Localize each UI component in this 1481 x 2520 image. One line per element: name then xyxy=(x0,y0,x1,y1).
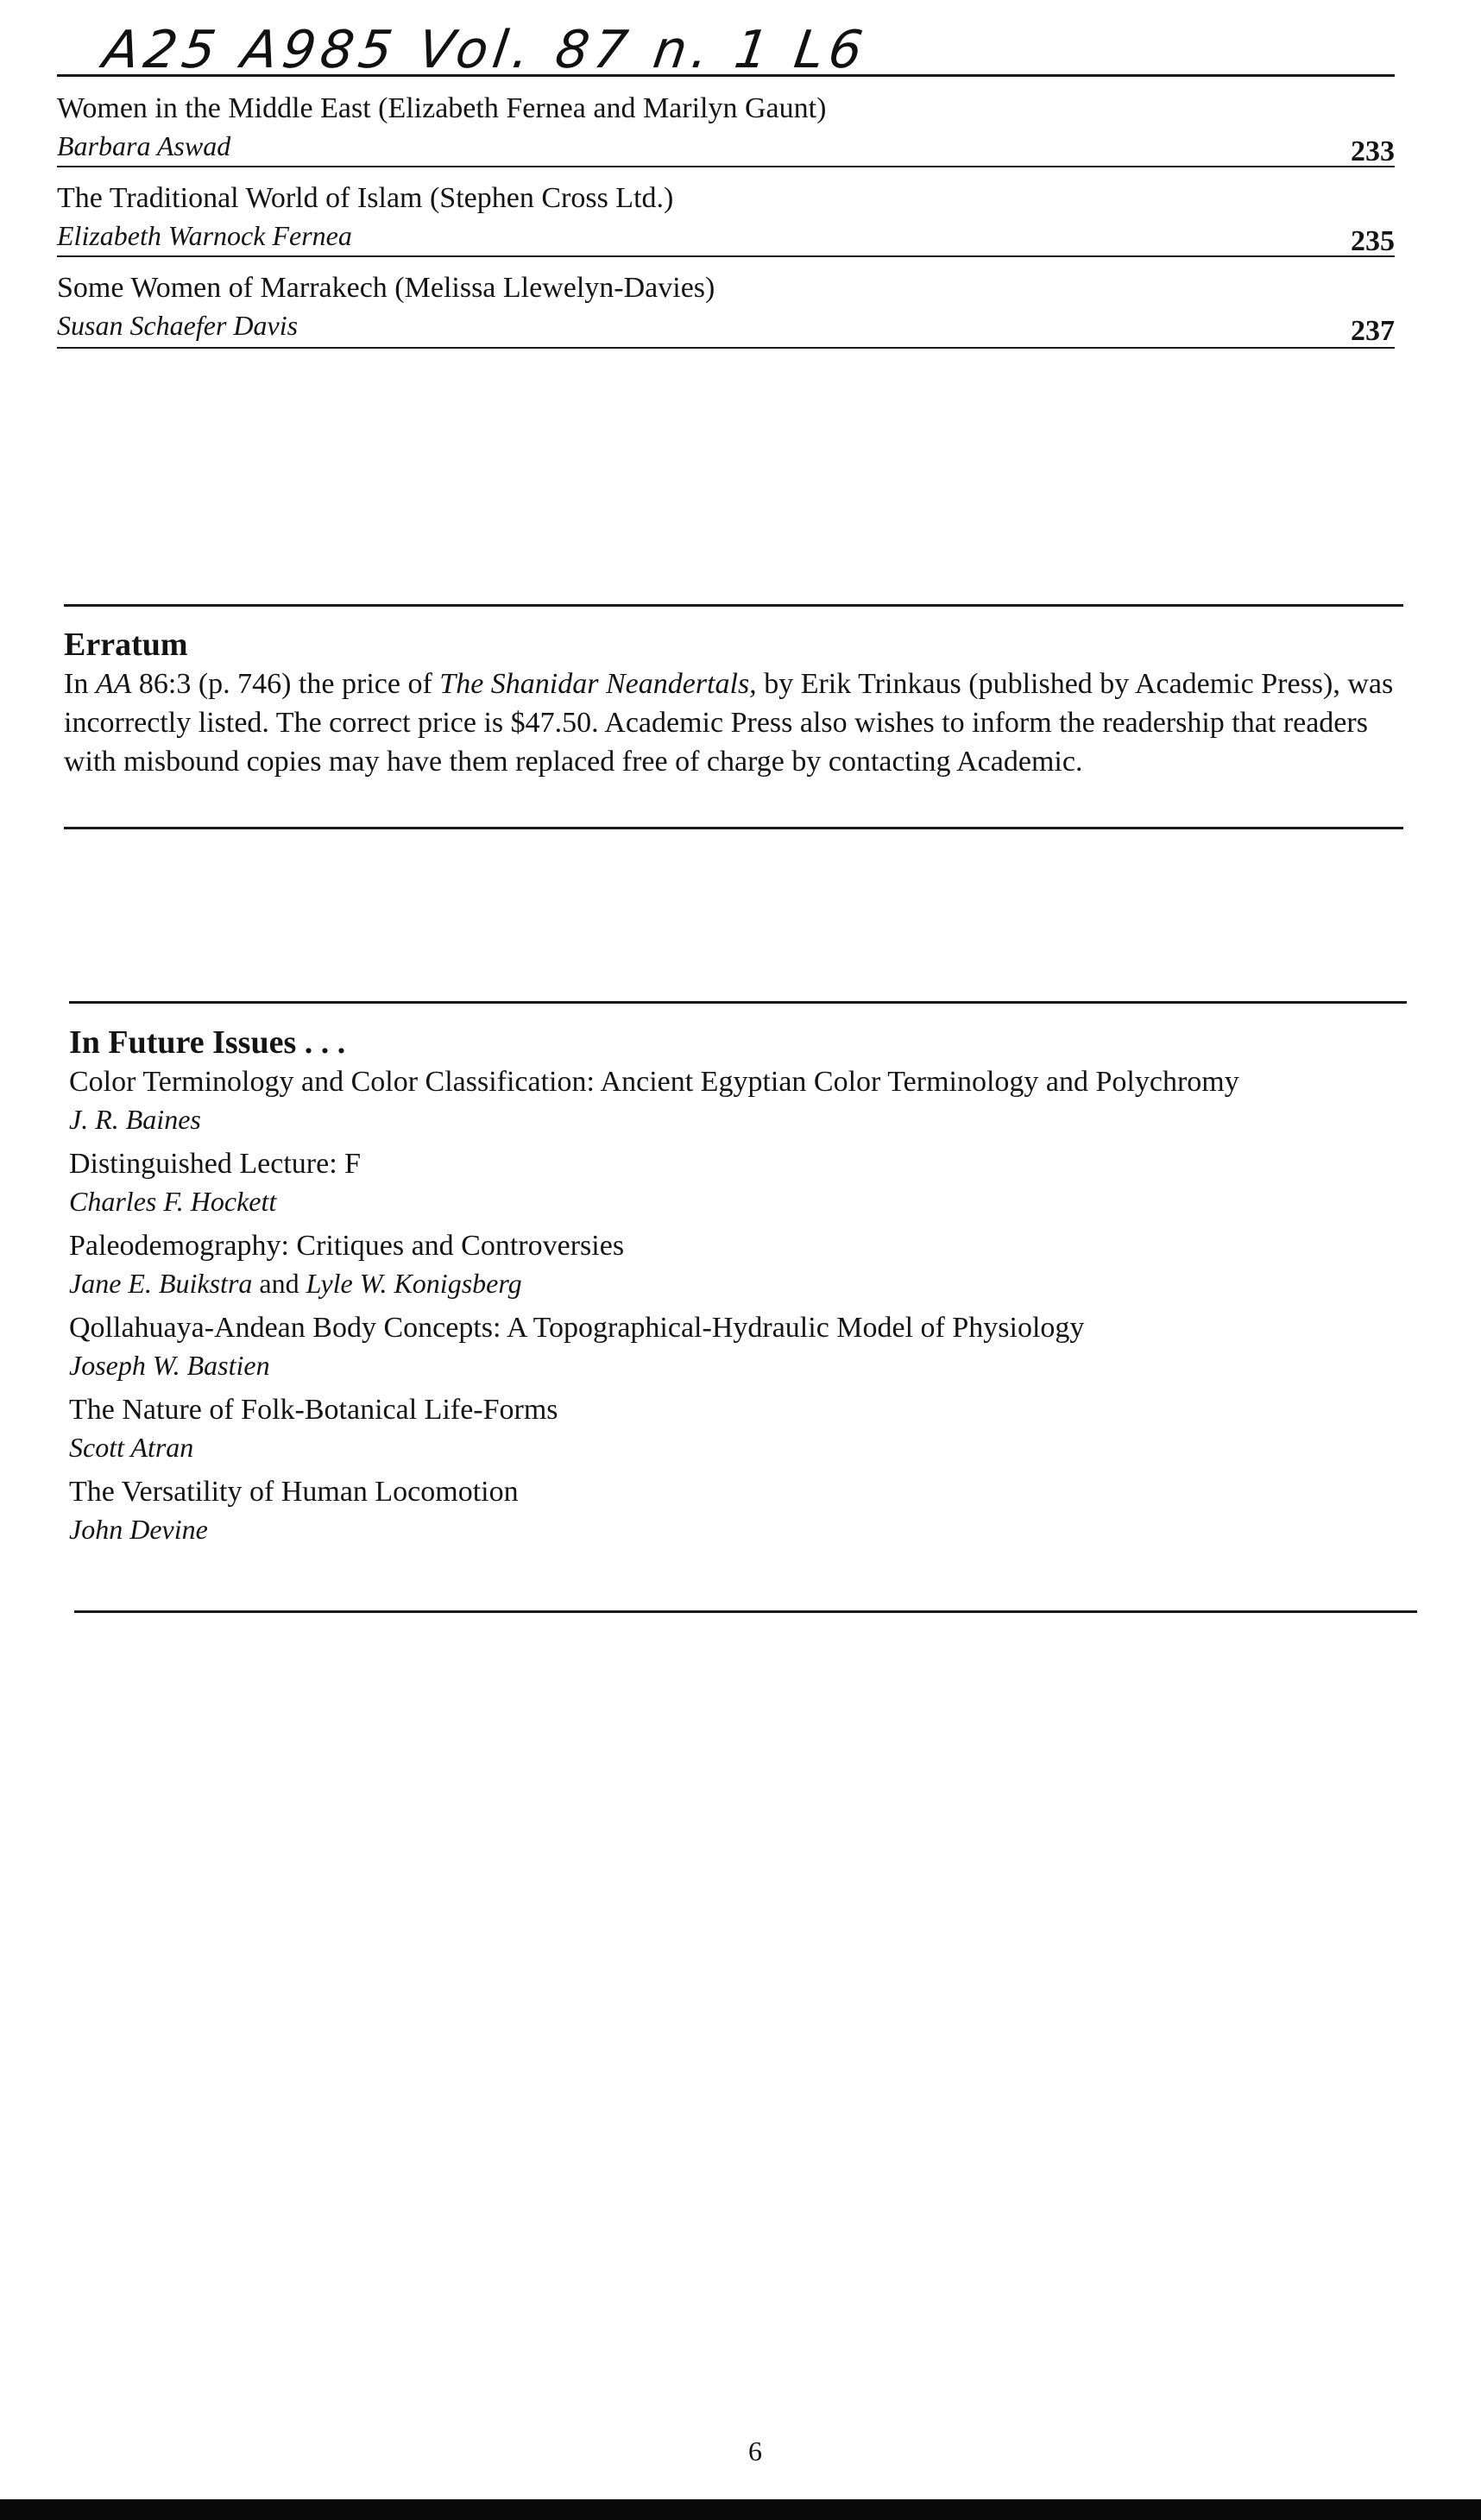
article-title: The Versatility of Human Locomotion xyxy=(69,1476,519,1508)
review-entry xyxy=(57,90,1395,167)
review-title: Some Women of Marrakech (Melissa Llewelyn-Davies) xyxy=(57,272,715,304)
review-divider xyxy=(57,347,1395,349)
erratum-top-rule xyxy=(64,604,1403,607)
top-rule xyxy=(57,74,1395,77)
handwritten-call-number: A25 A985 Vol. 87 n. 1 L6 xyxy=(99,20,872,80)
review-entry xyxy=(57,180,1395,257)
scan-edge-band xyxy=(0,2499,1481,2520)
list-item xyxy=(69,1308,1415,1383)
future-issues-top-rule xyxy=(69,1001,1407,1004)
article-author xyxy=(69,1265,1415,1301)
list-item xyxy=(69,1472,1415,1547)
list-item xyxy=(69,1390,1415,1465)
review-page-number: 237 xyxy=(1351,315,1395,347)
article-title: Color Terminology and Color Classification: Ancient Egyptian Color Terminology and Polychromy xyxy=(69,1066,1239,1098)
erratum-section xyxy=(64,625,1410,781)
list-item xyxy=(69,1226,1415,1301)
review-entry xyxy=(57,269,1395,347)
article-author: Charles F. Hockett xyxy=(69,1186,277,1217)
article-title: Qollahuaya-Andean Body Concepts: A Topographical-Hydraulic Model of Physiology xyxy=(69,1312,1085,1344)
article-author: Joseph W. Bastien xyxy=(69,1350,270,1381)
review-author: Susan Schaefer Davis xyxy=(57,310,299,341)
erratum-text-part: by Erik Trinkaus (published by Academic Press), was incorrectly listed. The correct price is $47.50. Academic Press also wishes to inform the readership that readers with misbound copies may have them replaced free of charge by contacting Academic. xyxy=(64,668,1394,778)
review-divider xyxy=(57,255,1395,257)
page-number: 6 xyxy=(748,2435,762,2466)
book-title: The Shanidar Neandertals, xyxy=(439,668,757,700)
erratum-bottom-rule xyxy=(64,827,1403,829)
review-page-number: 233 xyxy=(1351,135,1395,167)
erratum-text-part: 86:3 (p. 746) the price of xyxy=(131,668,440,700)
future-issues-bottom-rule xyxy=(74,1610,1417,1613)
review-title: Women in the Middle East (Elizabeth Fernea and Marilyn Gaunt) xyxy=(57,92,827,124)
article-title: Distinguished Lecture: F xyxy=(69,1148,362,1180)
author-name: Jane E. Buikstra xyxy=(69,1268,253,1299)
future-issues-section xyxy=(69,1023,1415,1554)
article-author: John Devine xyxy=(69,1514,208,1545)
review-divider xyxy=(57,166,1395,167)
article-author: Scott Atran xyxy=(69,1432,194,1463)
review-page-number: 235 xyxy=(1351,225,1395,257)
list-item xyxy=(69,1062,1415,1137)
article-title: The Nature of Folk-Botanical Life-Forms xyxy=(69,1394,558,1426)
article-author: J. R. Baines xyxy=(69,1104,201,1135)
erratum-text-part: In xyxy=(64,668,96,700)
list-item xyxy=(69,1144,1415,1219)
review-author: Elizabeth Warnock Fernea xyxy=(57,220,352,251)
future-issues-heading: In Future Issues . . . xyxy=(69,1024,346,1061)
author-conjunction: and xyxy=(259,1268,299,1299)
journal-abbreviation: AA xyxy=(95,668,132,700)
erratum-heading: Erratum xyxy=(64,627,188,663)
review-author: Barbara Aswad xyxy=(57,130,231,161)
erratum-text xyxy=(64,665,1410,781)
review-title: The Traditional World of Islam (Stephen Cross Ltd.) xyxy=(57,182,674,214)
article-title: Paleodemography: Critiques and Controversies xyxy=(69,1230,625,1262)
author-name: Lyle W. Konigsberg xyxy=(306,1268,522,1299)
